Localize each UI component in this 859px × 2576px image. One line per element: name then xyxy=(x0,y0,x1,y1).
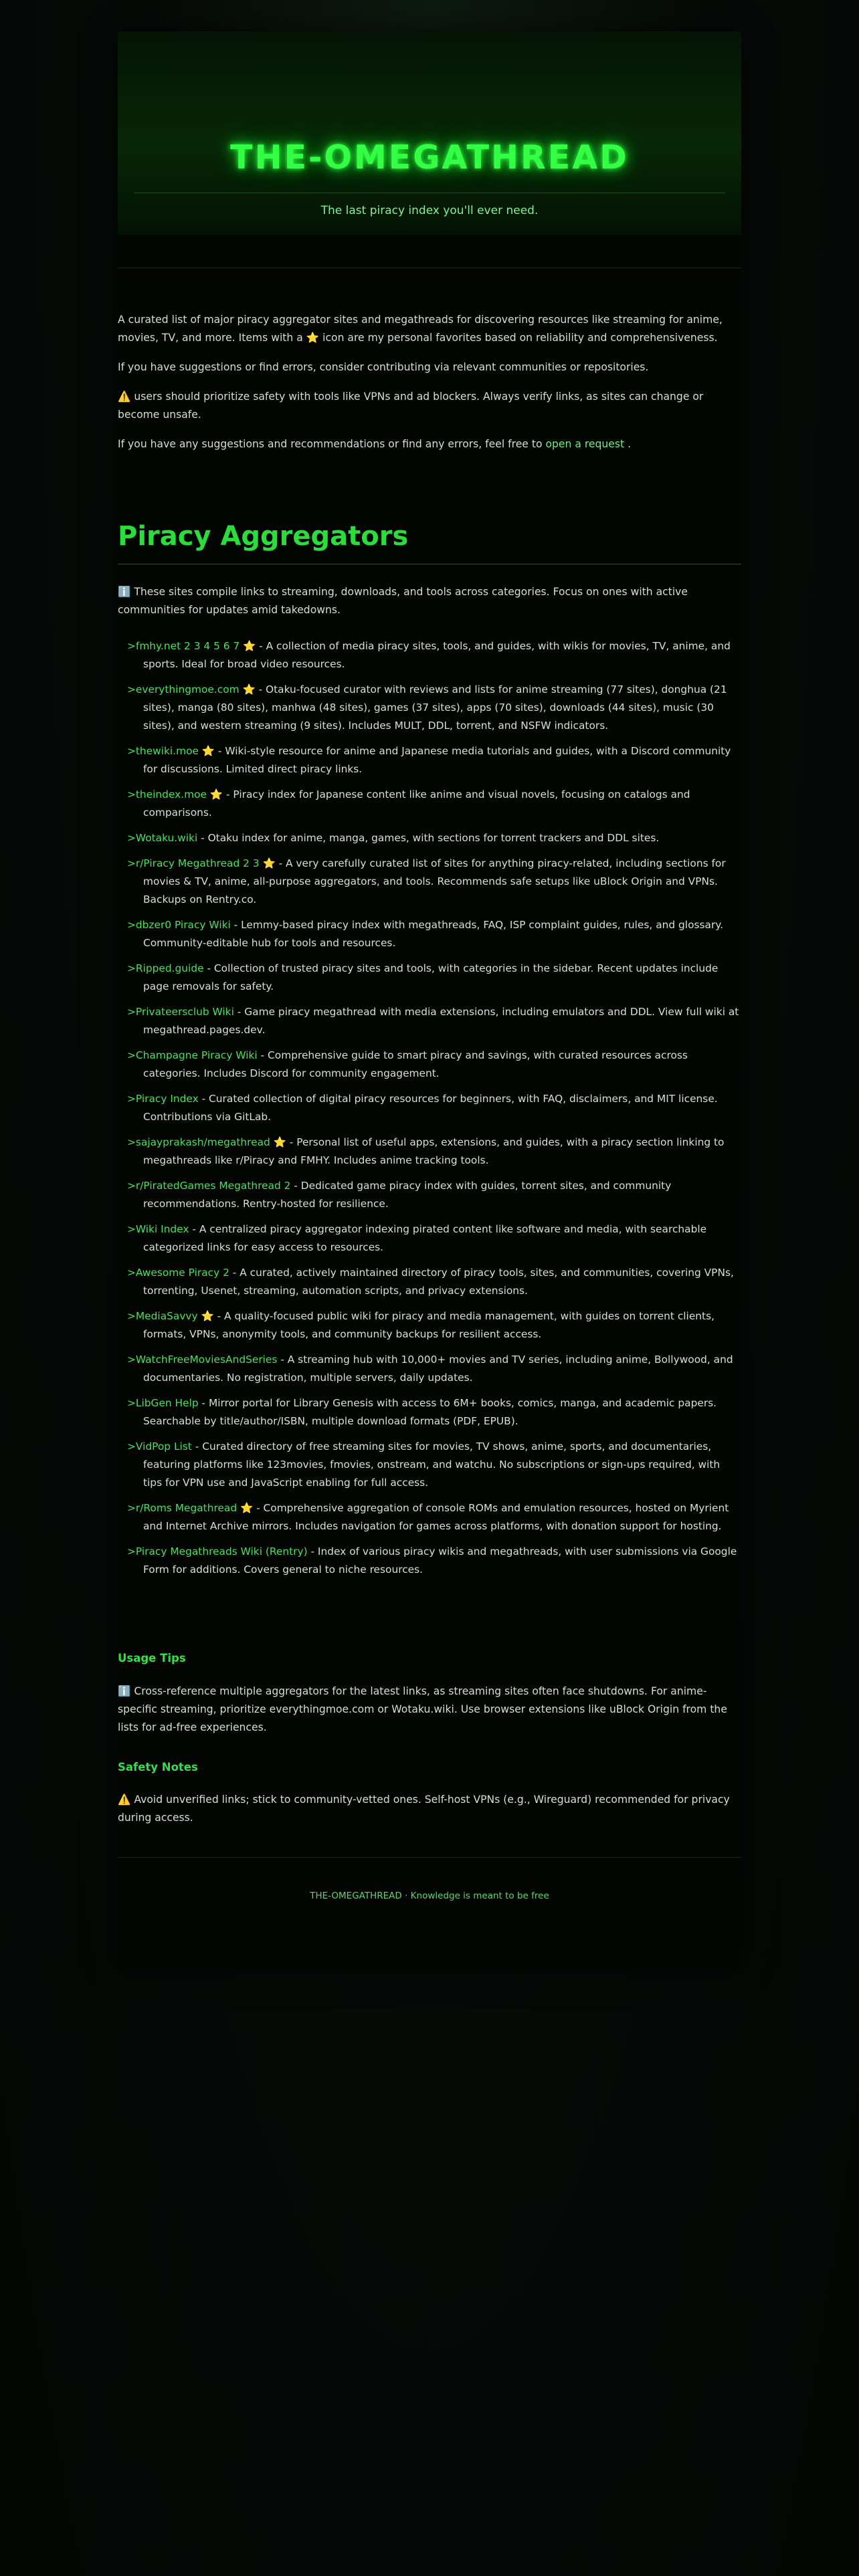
list-item xyxy=(127,637,741,673)
aggregator-link[interactable]: >r/Piracy Megathread 2 3 ⭐ xyxy=(127,857,276,869)
list-item xyxy=(127,1438,741,1492)
aggregator-link[interactable]: >Piracy Index xyxy=(127,1093,199,1105)
aggregator-description: - A streaming hub with 10,000+ movies and TV series, including anime, Bollywood, and documentaries. No registration, multiple servers, daily updates. xyxy=(143,1354,733,1384)
aggregator-description: - Personal list of useful apps, extensions, and guides, with a piracy section linking to megathreads like r/Piracy and FMHY. Includes anime tracking tools. xyxy=(143,1136,725,1166)
usage-tips-title: Usage Tips xyxy=(118,1652,186,1665)
aggregator-link[interactable]: >r/Roms Megathread ⭐ xyxy=(127,1502,254,1514)
aggregator-link[interactable]: >thewiki.moe ⭐ xyxy=(127,745,215,757)
aggregator-link[interactable]: >Privateersclub Wiki xyxy=(127,1006,234,1018)
list-item xyxy=(127,1394,741,1430)
safety-notes-text: ⚠️ Avoid unverified links; stick to community-vetted ones. Self-host VPNs (e.g., Wireguard) recommended for privacy during access. xyxy=(118,1794,730,1824)
list-item xyxy=(127,1499,741,1535)
aggregator-link[interactable]: >theindex.moe ⭐ xyxy=(127,788,223,800)
intro-section xyxy=(118,311,741,465)
list-item xyxy=(127,742,741,778)
section-note: ℹ️ These sites compile links to streaming, downloads, and tools across categories. Focus on ones with active communities for updates amid takedowns. xyxy=(118,586,688,616)
aggregator-list xyxy=(127,637,741,1586)
aggregator-link[interactable]: >fmhy.net 2 3 4 5 6 7 ⭐ xyxy=(127,640,256,652)
aggregator-link[interactable]: >Wotaku.wiki xyxy=(127,832,198,844)
aggregator-link[interactable]: >MediaSavvy ⭐ xyxy=(127,1310,214,1322)
list-item xyxy=(127,1003,741,1039)
aggregator-link[interactable]: >Champagne Piracy Wiki xyxy=(127,1049,258,1061)
open-request-link[interactable]: open a request xyxy=(545,438,625,450)
list-item xyxy=(127,1177,741,1213)
aggregator-description: - Index of various piracy wikis and megathreads, with user submissions via Google Form for additions. Covers general to niche resources. xyxy=(143,1545,737,1576)
list-item xyxy=(127,1307,741,1344)
aggregator-link[interactable]: >VidPop List xyxy=(127,1440,192,1453)
aggregator-description: - Mirror portal for Library Genesis with access to 6M+ books, comics, manga, and academic papers. Searchable by title/author/ISBN, multiple download formats (PDF, EPUB). xyxy=(143,1397,717,1427)
list-item xyxy=(127,1047,741,1083)
footer-divider xyxy=(118,1857,741,1858)
aggregator-link[interactable]: >Ripped.guide xyxy=(127,962,204,974)
list-item xyxy=(127,1220,741,1257)
aggregator-link[interactable]: >Piracy Megathreads Wiki (Rentry) xyxy=(127,1545,308,1558)
intro-paragraph-4 xyxy=(118,435,741,453)
list-item xyxy=(127,786,741,822)
safety-notes-title: Safety Notes xyxy=(118,1761,198,1774)
list-item xyxy=(127,829,741,847)
aggregator-link[interactable]: >everythingmoe.com ⭐ xyxy=(127,683,256,695)
hero-header xyxy=(118,31,741,235)
aggregator-link[interactable]: >r/PiratedGames Megathread 2 xyxy=(127,1180,291,1192)
usage-tips-text: ℹ️ Cross-reference multiple aggregators for the latest links, as streaming sites often face shutdowns. For anime-specific streaming, prioritize everythingmoe.com or Wotaku.wiki. Use browser extensions like uBlock Origin from the lists for ad-free experiences. xyxy=(118,1685,727,1733)
aggregator-description: - Game piracy megathread with media extensions, including emulators and DDL. View full wiki at megathread.pages.dev. xyxy=(143,1006,739,1036)
aggregator-description: - Otaku-focused curator with reviews and lists for anime streaming (77 sites), donghua (21 sites), manga (80 sites), manhwa (48 sites), games (37 sites), apps (70 sites), downloads (44 sites), music (30 sites), and western streaming (9 sites). Includes MULT, DDL, torrent, and NSFW indicators. xyxy=(143,683,727,732)
aggregator-description: - Piracy index for Japanese content like anime and visual novels, focusing on catalogs and comparisons. xyxy=(143,788,690,819)
aggregator-description: - Otaku index for anime, manga, games, with sections for torrent trackers and DDL sites. xyxy=(197,832,660,844)
aggregator-link[interactable]: >Wiki Index xyxy=(127,1223,189,1235)
aggregator-description: - Wiki-style resource for anime and Japanese media tutorials and guides, with a Discord community for discussions. Limited direct piracy links. xyxy=(143,745,731,775)
aggregator-link[interactable]: >WatchFreeMoviesAndSeries xyxy=(127,1354,278,1366)
intro-paragraph-1: A curated list of major piracy aggregator sites and megathreads for discovering resources like streaming for anime, movies, TV, and more. Items with a ⭐ icon are my personal favorites based on reliability and comprehensiveness. xyxy=(118,314,723,344)
aggregator-link[interactable]: >dbzer0 Piracy Wiki xyxy=(127,919,231,931)
site-tagline: The last piracy index you'll ever need. xyxy=(320,204,539,217)
header-divider xyxy=(118,267,741,268)
page-container xyxy=(118,31,741,1969)
list-item xyxy=(127,855,741,909)
site-footer: THE-OMEGATHREAD · Knowledge is meant to be free xyxy=(310,1891,549,1901)
intro-warning: ⚠️ users should prioritize safety with tools like VPNs and ad blockers. Always verify links, as sites can change or become unsafe. xyxy=(118,391,704,421)
aggregator-description: - Collection of trusted piracy sites and tools, with categories in the sidebar. Recent updates include page removals for safety. xyxy=(143,962,719,992)
aggregator-link[interactable]: >sajayprakash/megathread ⭐ xyxy=(127,1136,286,1148)
intro-request-text: If you have any suggestions and recommendations or find any errors, feel free to xyxy=(118,438,546,450)
intro-request-suffix: . xyxy=(624,438,632,450)
aggregator-description: - Curated collection of digital piracy resources for beginners, with FAQ, disclaimers, and MIT license. Contributions via GitLab. xyxy=(143,1093,718,1123)
aggregator-description: - A quality-focused public wiki for piracy and media management, with guides on torrent clients, formats, VPNs, anonymity tools, and community backups for resilient access. xyxy=(143,1310,715,1340)
list-item xyxy=(127,1543,741,1579)
list-item xyxy=(127,681,741,735)
aggregator-description: - A very carefully curated list of sites for anything piracy-related, including sections for movies & TV, anime, all-purpose aggregators, and tools. Recommends safe setups like uBlock Origin and VPNs. Backups on Rentry.co. xyxy=(143,857,726,905)
site-title: THE-OMEGATHREAD xyxy=(230,138,629,177)
list-item xyxy=(127,960,741,996)
list-item xyxy=(127,1090,741,1126)
list-item xyxy=(127,1264,741,1300)
intro-paragraph-2: If you have suggestions or find errors, consider contributing via relevant communities or repositories. xyxy=(118,361,649,373)
aggregator-description: - Comprehensive aggregation of console ROMs and emulation resources, hosted on Myrient and Internet Archive mirrors. Includes navigation for games across platforms, with donation support for hosting. xyxy=(143,1502,729,1532)
aggregator-description: - Dedicated game piracy index with guides, torrent sites, and community recommendations. Rentry-hosted for resilience. xyxy=(143,1180,672,1210)
aggregator-link[interactable]: >LibGen Help xyxy=(127,1397,199,1409)
aggregator-description: - Curated directory of free streaming sites for movies, TV shows, anime, sports, and documentaries, featuring platforms like 123movies, fmovies, onstream, and watchu. No subscriptions or sign-ups required, with tips for VPN use and JavaScript enabling for full access. xyxy=(143,1440,721,1489)
aggregator-description: - A centralized piracy aggregator indexing pirated content like software and media, with searchable categorized links for easy access to resources. xyxy=(143,1223,707,1253)
aggregator-description: - A curated, actively maintained directory of piracy tools, sites, and communities, covering VPNs, torrenting, Usenet, streaming, automation scripts, and privacy extensions. xyxy=(143,1267,734,1297)
list-item xyxy=(127,916,741,952)
section-title: Piracy Aggregators xyxy=(118,521,409,552)
aggregator-link[interactable]: >Awesome Piracy 2 xyxy=(127,1267,229,1279)
list-item xyxy=(127,1134,741,1170)
aggregator-description: - A collection of media piracy sites, tools, and guides, with wikis for movies, TV, anime, and sports. Ideal for broad video resources. xyxy=(143,640,731,670)
aggregator-description: - Lemmy-based piracy index with megathreads, FAQ, ISP complaint guides, rules, and glossary. Community-editable hub for tools and resources. xyxy=(143,919,724,949)
list-item xyxy=(127,1351,741,1387)
aggregator-description: - Comprehensive guide to smart piracy and savings, with curated resources across categories. Includes Discord for community engagement. xyxy=(143,1049,688,1079)
